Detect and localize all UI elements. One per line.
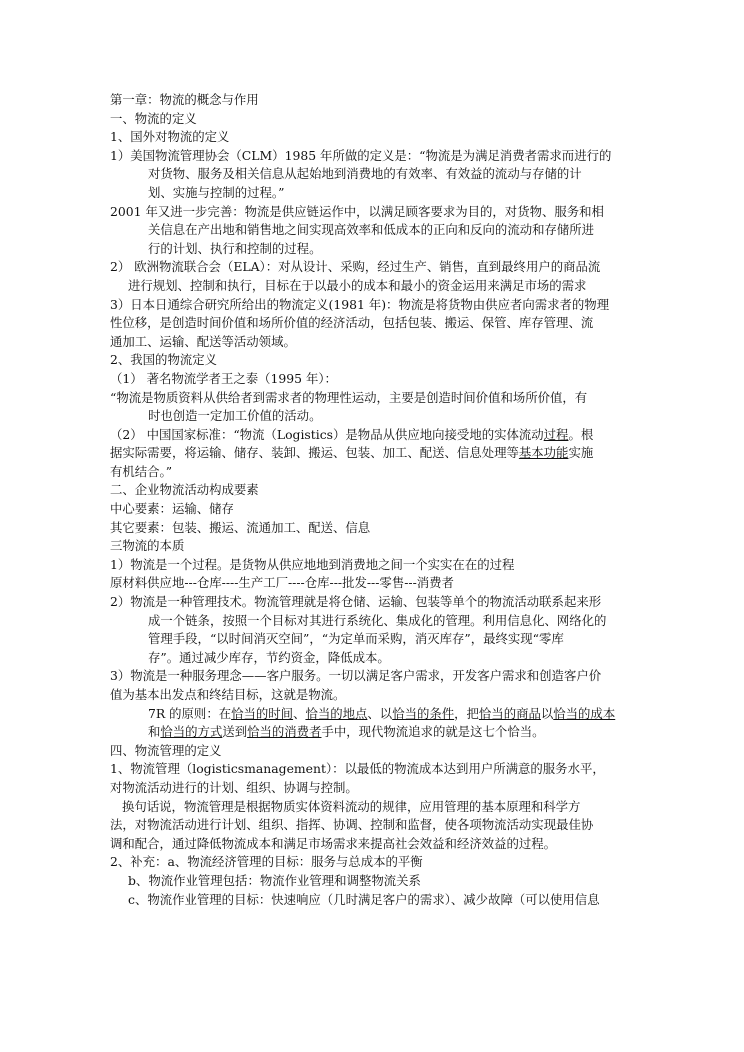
seven-r-line xyxy=(110,705,640,724)
subsection-heading: 1、国外对物流的定义 xyxy=(110,129,230,145)
text-run: 、以 xyxy=(367,705,393,721)
text-line: 2）物流是一种管理技术。物流管理就是将仓储、运输、包装等单个的物流活动联系起来形 xyxy=(110,594,602,610)
text-line: 其它要素：包装、搬运、流通加工、配送、信息 xyxy=(110,519,371,535)
text-line: 1）物流是一个过程。是货物从供应地地到消费地之间一个实实在在的过程 xyxy=(110,556,515,572)
text-line: 关信息在产出地和销售地之间实现高效率和低成本的正向和反向的流动和存储所进 xyxy=(148,222,595,238)
text-line: 行的计划、执行和控制的过程。 xyxy=(148,240,322,256)
underlined-term: 过程 xyxy=(543,426,569,442)
text-line: 时也创造一定加工价值的活动。 xyxy=(148,408,322,424)
text-line: 存”。通过减少库存，节约资金，降低成本。 xyxy=(148,649,390,665)
text-run: 7R 的原则：在 xyxy=(148,705,232,721)
text-run: ，把 xyxy=(454,705,479,721)
text-line: 值为基本出发点和终结目标，这就是物流。 xyxy=(110,687,346,702)
text-line: 1、物流管理（logisticsmanagement）：以最低的物流成本达到用户所满意的服务水平， xyxy=(110,761,605,777)
text-line: 2、补充：a、物流经济管理的目标：服务与总成本的平衡 xyxy=(110,854,423,870)
text-line xyxy=(110,426,640,445)
text-run: 和 xyxy=(148,724,161,740)
text-line: 中心要素：运输、储存 xyxy=(110,501,234,517)
text-line: 通加工、运输、配送等活动领域。 xyxy=(110,333,296,349)
text-line: 3）日本日通综合研究所给出的物流定义(1981 年)：物流是将货物由供应者向需求者的物理 xyxy=(110,296,610,312)
section-heading: 四、物流管理的定义 xyxy=(110,742,222,758)
text-line: 有机结合。” xyxy=(110,463,173,479)
section-heading: 一、物流的定义 xyxy=(110,110,197,126)
text-line: “物流是物质资料从供给者到需求者的物理性运动，主要是创造时间价值和场所价值，有 xyxy=(110,389,588,405)
text-line xyxy=(110,444,640,463)
text-line: 原材料供应地---仓库----生产工厂----仓库---批发---零售---消费者 xyxy=(110,575,454,591)
text-run: 据实际需要，将运输、储存、装卸、搬运、包装、加工、配送、信息处理等 xyxy=(110,445,519,461)
underlined-term: 恰当的成本 xyxy=(553,705,616,721)
text-line: 对货物、服务及相关信息从起始地到消费地的有效率、有效益的流动与存储的计 xyxy=(148,166,582,182)
underlined-term: 恰当的消费者 xyxy=(247,724,322,740)
text-line: 成一个链条，按照一个目标对其进行系统化、集成化的管理。利用信息化、网络化的 xyxy=(148,612,607,628)
text-line: b、物流作业管理包括：物流作业管理和调整物流关系 xyxy=(128,872,421,888)
text-line: 2） 欧洲物流联合会（ELA）：对从设计、采购，经过生产、销售，直到最终用户的商品流 xyxy=(110,259,601,275)
text-run: 手中，现代物流追求的就是这七个恰当。 xyxy=(321,724,545,740)
text-line: 管理手段，“以时间消灭空间”，“为定单而采购，消灭库存”，最终实现“零库 xyxy=(148,631,564,647)
text-line: 进行规划、控制和执行，目标在于以最小的成本和最小的资金运用来满足市场的需求 xyxy=(128,277,587,293)
text-line: 换句话说，物流管理是根据物质实体资料流动的规律，应用管理的基本原理和科学方 xyxy=(122,798,581,814)
text-line: 调和配合，通过降低物流成本和满足市场需求来提高社会效益和经济效益的过程。 xyxy=(110,835,557,851)
text-run: 以 xyxy=(540,705,554,721)
text-run: 实施 xyxy=(568,445,594,461)
underlined-term: 基本功能 xyxy=(518,445,569,461)
text-line: 法，对物流活动进行计划、组织、指挥、协调、控制和监督，使各项物流活动实现最佳协 xyxy=(110,817,594,833)
document-body xyxy=(110,91,640,909)
text-line: 划、实施与控制的过程。” xyxy=(148,184,285,200)
text-line: 对物流活动进行的计划、组织、协调与控制。 xyxy=(110,779,358,795)
text-line: 2001 年又进一步完善：物流是供应链运作中，以满足顾客要求为目的，对货物、服务和相 xyxy=(110,203,604,219)
seven-r-line xyxy=(110,723,640,742)
text-line: 1）美国物流管理协会（CLM）1985 年所做的定义是：“物流是为满足消费者需求而进行的 xyxy=(110,147,612,163)
text-run: 送到 xyxy=(222,724,248,740)
text-run: （2） 中国国家标准：“物流（Logistics）是物品从供应地向接受地的实体流动 xyxy=(110,426,544,442)
text-line: （1） 著名物流学者王之泰（1995 年）： xyxy=(110,370,337,386)
underlined-term: 恰当的时间 xyxy=(231,705,294,721)
underlined-term: 恰当的方式 xyxy=(160,724,223,740)
text-run: 、 xyxy=(293,705,306,721)
text-line: 3）物流是一种服务理念——客户服务。一切以满足客户需求，开发客户需求和创造客户价 xyxy=(110,668,602,684)
underlined-term: 恰当的条件 xyxy=(392,705,455,721)
section-heading: 二、企业物流活动构成要素 xyxy=(110,482,259,498)
text-line: 性位移，是创造时间价值和场所价值的经济活动，包括包装、搬运、保管、库存管理、流 xyxy=(110,315,594,331)
text-line: c、物流作业管理的目标：快速响应（几时满足客户的需求）、减少故障（可以使用信息 xyxy=(128,891,600,907)
section-heading: 三物流的本质 xyxy=(110,538,185,554)
underlined-term: 恰当的商品 xyxy=(478,705,541,721)
subsection-heading: 2、我国的物流定义 xyxy=(110,352,218,368)
text-run: 。根 xyxy=(568,426,594,442)
underlined-term: 恰当的地点 xyxy=(305,705,368,721)
chapter-title: 第一章：物流的概念与作用 xyxy=(110,92,259,107)
